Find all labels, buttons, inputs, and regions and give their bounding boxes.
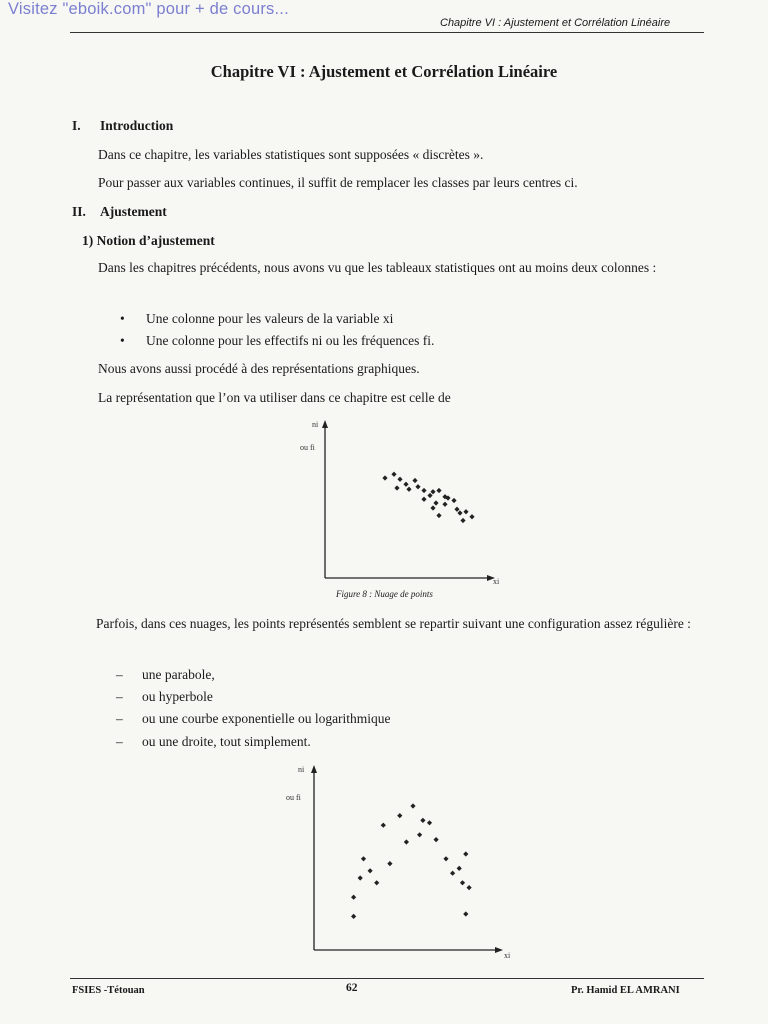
scatter-point: [469, 514, 474, 519]
y-axis-label-fi: ou fi: [300, 443, 315, 452]
dash-icon: –: [116, 711, 123, 726]
section-number: II.: [72, 204, 86, 219]
dash-item: [116, 711, 391, 727]
scatter-point: [412, 478, 417, 483]
scatter-point: [368, 868, 373, 873]
scatter-point: [463, 851, 468, 856]
scatter-point: [351, 895, 356, 900]
dash-item: [116, 734, 311, 750]
footer-rule: [70, 978, 704, 979]
subsection-notion-heading: 1) Notion d’ajustement: [82, 233, 215, 248]
dash-item: [116, 667, 215, 683]
section-number: I.: [72, 118, 81, 133]
bullet-item: [120, 311, 393, 327]
scatter-point: [463, 911, 468, 916]
scatter-point: [443, 856, 448, 861]
x-axis-arrow-icon: [495, 947, 503, 953]
page-title: Chapitre VI : Ajustement et Corrélation Linéaire: [210, 62, 558, 81]
section-title: Ajustement: [100, 204, 167, 219]
dash-item: [116, 689, 213, 705]
scatter-point: [457, 510, 462, 515]
intro-line-2: Pour passer aux variables continues, il suffit de remplacer les classes par leurs centres ci.: [98, 175, 578, 190]
scatter-point: [417, 832, 422, 837]
scatter-point: [463, 509, 468, 514]
scatter-point: [387, 861, 392, 866]
dash-icon: –: [116, 667, 123, 682]
scatter-point: [434, 837, 439, 842]
parabola-scatter-plot: [280, 758, 520, 963]
scatter-point: [421, 488, 426, 493]
line-representation-utilisee: La représentation que l’on va utiliser dans ce chapitre est celle de: [98, 390, 451, 405]
scatter-point: [436, 488, 441, 493]
y-axis-label-ni: ni: [298, 765, 305, 774]
running-header: Chapitre VI : Ajustement et Corrélation Linéaire: [440, 17, 671, 29]
paragraph-tableaux: Dans les chapitres précédents, nous avons vu que les tableaux statistiques ont au moins deux colonnes :: [98, 260, 657, 275]
bullet-item: [120, 333, 434, 349]
scatter-point: [430, 489, 435, 494]
scatter-point: [415, 484, 420, 489]
bullet-icon: •: [120, 311, 125, 326]
x-axis-label: xi: [504, 951, 511, 960]
scatter-point: [394, 485, 399, 490]
bullet-text: Une colonne pour les effectifs ni ou les fréquences fi.: [146, 333, 435, 348]
watermark: Visitez "eboik.com" pour + de cours...: [8, 0, 289, 18]
y-axis-label-ni: ni: [312, 420, 319, 429]
footer-author: Pr. Hamid EL AMRANI: [571, 985, 680, 996]
y-axis-arrow-icon: [322, 420, 328, 428]
scatter-point: [381, 823, 386, 828]
figure-8-caption: Figure 8 : Nuage de points: [336, 589, 433, 599]
scatter-point: [427, 493, 432, 498]
intro-line-1: Dans ce chapitre, les variables statistiques sont supposées « discrètes ».: [98, 147, 484, 162]
scatter-point: [427, 820, 432, 825]
scatter-point: [406, 487, 411, 492]
scatter-point: [421, 497, 426, 502]
y-axis-arrow-icon: [311, 765, 317, 773]
footer-institution: FSIES -Tétouan: [72, 985, 145, 996]
line-representations: Nous avons aussi procédé à des représentations graphiques.: [98, 361, 420, 376]
scatter-point: [361, 856, 366, 861]
scatter-point: [442, 502, 447, 507]
scatter-point: [450, 871, 455, 876]
scatter-point: [451, 498, 456, 503]
scatter-point: [391, 472, 396, 477]
header-rule: [70, 32, 704, 33]
scatter-point: [410, 803, 415, 808]
scatter-point: [460, 880, 465, 885]
x-axis-label: xi: [493, 577, 500, 586]
scatter-point: [420, 818, 425, 823]
dash-icon: –: [116, 689, 123, 704]
scatter-point: [433, 500, 438, 505]
section-introduction-heading: [72, 118, 173, 134]
page-number: 62: [346, 982, 358, 994]
scatter-point: [351, 914, 356, 919]
scatter-point: [430, 505, 435, 510]
section-title: Introduction: [100, 118, 174, 133]
dash-text: ou hyperbole: [142, 689, 213, 704]
scatter-point: [397, 477, 402, 482]
section-ajustement-heading: [72, 204, 167, 220]
dash-text: une parabole,: [142, 667, 215, 682]
dash-icon: –: [116, 734, 123, 749]
scatter-point: [454, 507, 459, 512]
scatter-point: [436, 513, 441, 518]
scatter-point: [374, 880, 379, 885]
scatter-point: [457, 866, 462, 871]
bullet-icon: •: [120, 333, 125, 348]
scatter-point: [467, 885, 472, 890]
paragraph-nuages: Parfois, dans ces nuages, les points représentés semblent se repartir suivant une configuration assez régulière :: [96, 616, 691, 631]
y-axis-label-fi: ou fi: [286, 793, 301, 802]
scatter-point: [382, 475, 387, 480]
dash-text: ou une droite, tout simplement.: [142, 734, 311, 749]
figure-8-scatter-plot: [290, 418, 510, 588]
scatter-point: [358, 875, 363, 880]
scatter-point: [404, 839, 409, 844]
scatter-point: [397, 813, 402, 818]
dash-text: ou une courbe exponentielle ou logarithmique: [142, 711, 391, 726]
scatter-point: [460, 518, 465, 523]
bullet-text: Une colonne pour les valeurs de la variable xi: [146, 311, 394, 326]
scatter-point: [403, 482, 408, 487]
